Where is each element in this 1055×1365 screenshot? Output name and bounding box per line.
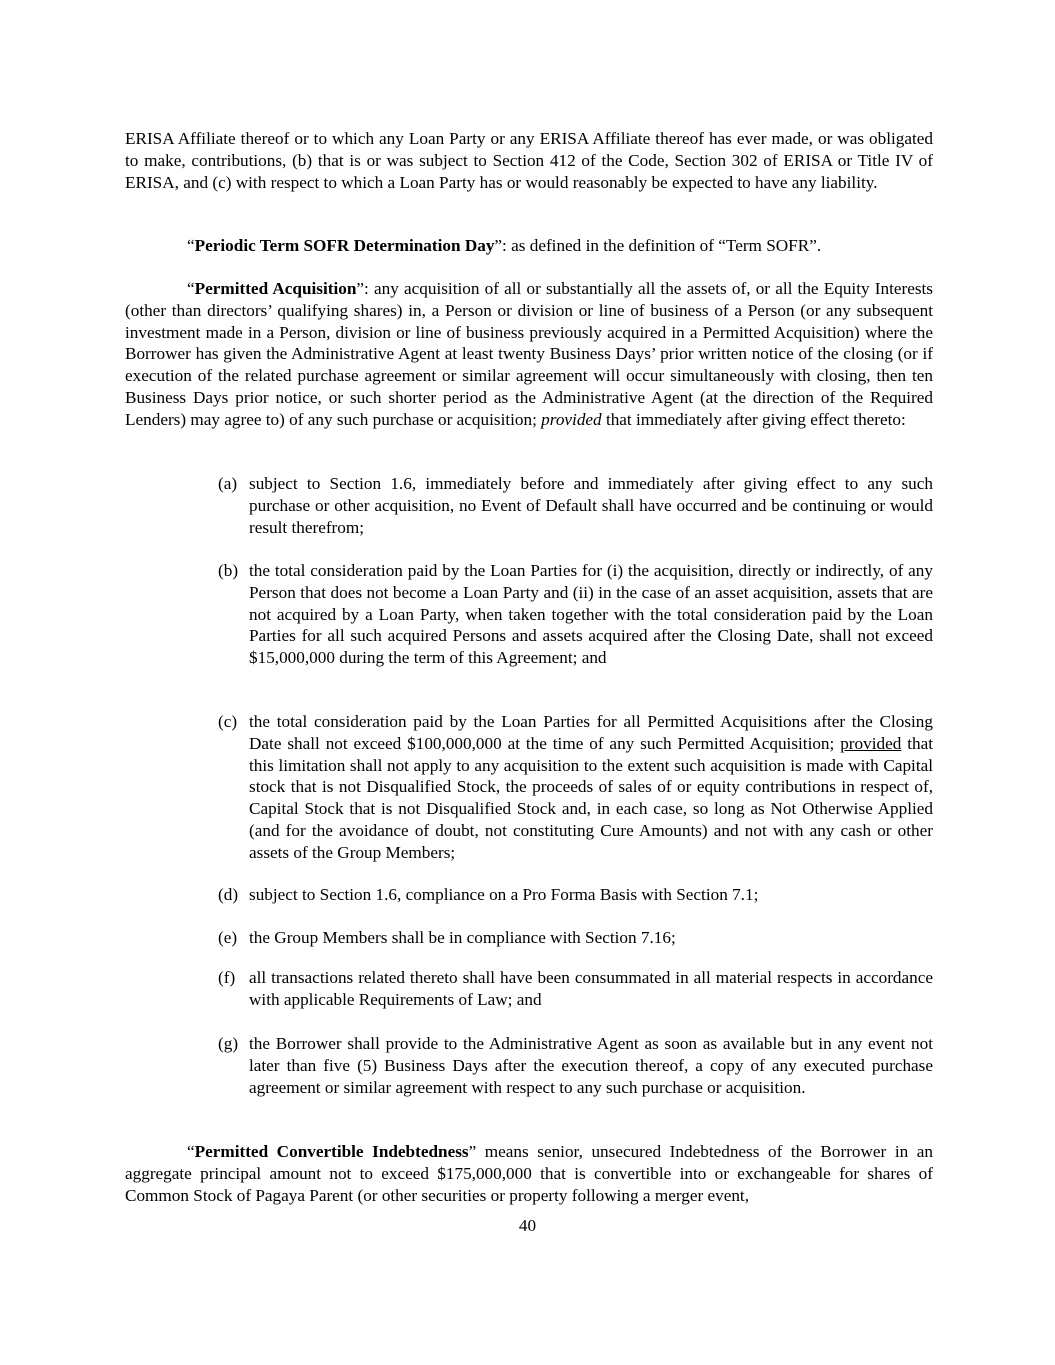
clause-text: the total consideration paid by the Loan Parties for (i) the acquisition, directly or indirectly, of any Person that does not become a Loan Party and (ii) in the case of an asset acquisition, assets that are not acquired by a Loan Party, when taken together with the total consideration paid by the Loan Parties for all such acquired Persons and assets acquired after the Closing Date, shall not exceed $15,000,000 during the term of this Agreement; and bbox=[249, 561, 933, 668]
clause-a bbox=[218, 473, 933, 538]
underlined-text: provided bbox=[840, 733, 902, 753]
clause-text: the Borrower shall provide to the Administrative Agent as soon as available but in any event not later than five (5) Business Days after the execution thereof, a copy of any executed purchase agreement or similar agreement with respect to any such purchase or acquisition. bbox=[249, 1034, 933, 1097]
clause-text: the Group Members shall be in compliance with Section 7.16; bbox=[249, 928, 676, 947]
clause-label: (b) bbox=[218, 561, 239, 580]
clause-label: (d) bbox=[218, 885, 239, 904]
clause-label: (a) bbox=[218, 474, 238, 493]
clause-d bbox=[218, 884, 933, 906]
italic-text: provided bbox=[541, 409, 602, 429]
bold-term: Periodic Term SOFR Determination Day bbox=[194, 236, 495, 255]
definition-periodic-term-sofr-determination-day: “Periodic Term SOFR Determination Day”: as defined in the definition of “Term SOFR”. bbox=[187, 236, 822, 255]
bold-term: Permitted Convertible Indebtedness bbox=[194, 1142, 469, 1161]
clause-f bbox=[218, 967, 933, 1011]
clause-c bbox=[218, 711, 933, 864]
page-number: 40 bbox=[518, 1216, 537, 1235]
clause-text: the total consideration paid by the Loan Parties for all Permitted Acquisitions after the Closing Date shall not exceed $100,000,000 at the time of any such Permitted Acquisition; provided that this limitation shall not apply to any acquisition to the extent such acquisition is made with Capital stock that is not Disqualified Stock, the proceeds of sales of or equity contributions in respect of, Capital Stock that is not Disqualified Stock and, in each case, so long as Not Otherwise Applied (and for the avoidance of doubt, not constituting Cure Amounts) and not with any cash or other assets of the Group Members; bbox=[249, 712, 933, 862]
clause-label: (c) bbox=[218, 712, 238, 731]
clause-label: (e) bbox=[218, 928, 238, 947]
clause-b bbox=[218, 560, 933, 669]
clause-text: subject to Section 1.6, compliance on a Pro Forma Basis with Section 7.1; bbox=[249, 885, 759, 904]
clause-text: subject to Section 1.6, immediately before and immediately after giving effect to any such purchase or other acquisition, no Event of Default shall have occurred and be continuing or would result therefrom; bbox=[249, 474, 933, 537]
definition-permitted-convertible-indebtedness: “Permitted Convertible Indebtedness” means senior, unsecured Indebtedness of the Borrower in an aggregate principal amount not to exceed $175,000,000 that is convertible into or exchangeable for shares of Common Stock of Pagaya Parent (or other securities or property following a merger event, bbox=[125, 1142, 933, 1205]
clause-g bbox=[218, 1033, 933, 1098]
definition-permitted-acquisition: “Permitted Acquisition”: any acquisition of all or substantially all the assets of, or all the Equity Interests (other than directors’ qualifying shares) in, a Person or division or line of business of a Person (or any subsequent investment made in a Person, division or line of business previously acquired in a Permitted Acquisition) where the Borrower has given the Administrative Agent at least twenty Business Days’ prior written notice of the closing (or if execution of the related purchase agreement or similar agreement will occur simultaneously with closing, then ten Business Days prior notice, or such shorter period as the Administrative Agent (at the direction of the Required Lenders) may agree to) of any such purchase or acquisition; provided that immediately after giving effect thereto: bbox=[125, 279, 933, 429]
clause-label: (f) bbox=[218, 968, 236, 987]
clause-label: (g) bbox=[218, 1034, 239, 1053]
clause-text: all transactions related thereto shall have been consummated in all material respects in accordance with applicable Requirements of Law; and bbox=[249, 968, 933, 1009]
bold-term: Permitted Acquisition bbox=[194, 279, 357, 298]
paragraph-erisa-plan-continuation: ERISA Affiliate thereof or to which any Loan Party or any ERISA Affiliate thereof has ever made, or was obligated to make, contributions, (b) that is or was subject to Section 412 of the Code, Section 302 of ERISA or Title IV of ERISA, and (c) with respect to which a Loan Party has or would reasonably be expected to have any liability. bbox=[125, 129, 933, 192]
clause-e bbox=[218, 927, 933, 949]
